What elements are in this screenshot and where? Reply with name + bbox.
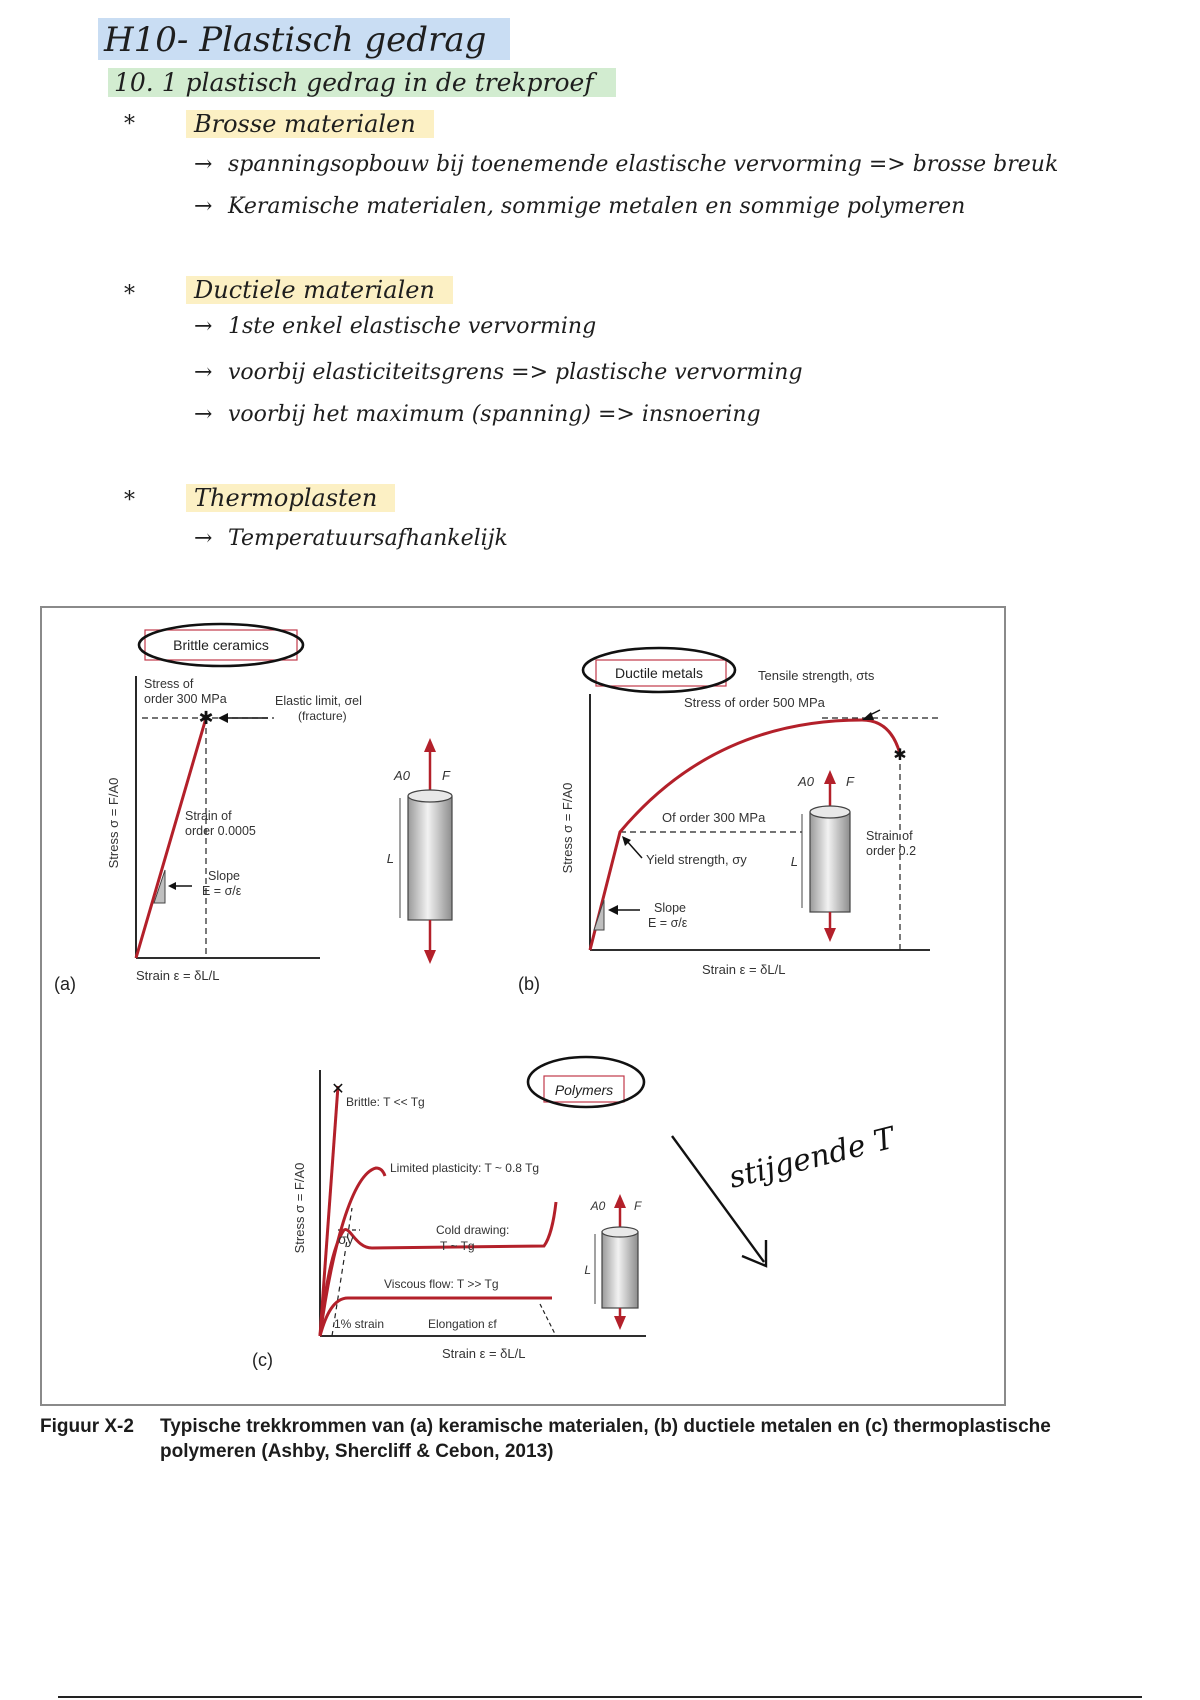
pointer-arrowhead [168,882,176,890]
bullet-item [194,314,596,339]
slope-triangle [594,900,604,930]
strain-note: Strain of [185,809,232,823]
force-label: F [846,774,854,789]
force-arrowhead [824,770,836,784]
panel-label-b: (b) [518,974,540,994]
panel-a [54,624,452,994]
page-title: H10- Plastisch gedrag [98,18,510,60]
strain-note: Strain of [866,829,913,843]
arrowhead-icon [742,1240,766,1266]
section-heading-thermoplastics: Thermoplasten [186,484,395,512]
arrow-icon: → [194,526,213,551]
slope-note: Slope [654,901,686,915]
specimen-cylinder [584,1194,642,1330]
page-divider [58,1696,1142,1698]
slope-note: E = σ/ε [202,884,242,898]
sigma-y-label: σy [338,1231,354,1247]
elongation-note: Elongation εf [428,1317,497,1331]
viscous-flow-note: Viscous flow: T >> Tg [384,1277,499,1291]
force-arrowhead [614,1316,626,1330]
length-label: L [790,854,798,869]
strain-note: order 0.0005 [185,824,256,838]
stress-strain-figure [42,608,1004,1404]
fracture-marker: ✱ [893,747,907,764]
order-300-note: Of order 300 MPa [662,810,766,825]
y-axis-label: Stress σ = F/A0 [106,777,121,869]
section-heading-ductile: Ductiele materialen [186,276,453,304]
handwritten-temperature-note: stijgende T [725,1120,899,1196]
bullet-item [194,194,965,219]
bullet-text: Keramische materialen, sommige metalen en sommige polymeren [228,194,966,219]
cold-drawing-note: T ~ Tg [440,1239,475,1253]
elastic-limit-note: Elastic limit, σel [275,694,362,708]
brittle-curve [136,718,206,958]
boxed-label-ductile-metals: Ductile metals [615,665,703,681]
panel-c [252,1057,900,1370]
force-arrowhead [614,1194,626,1208]
specimen-cylinder [387,738,452,964]
bullet-text: 1ste enkel elastische vervorming [228,314,597,339]
slope-note: E = σ/ε [648,916,688,930]
brittle-note: Brittle: T << Tg [346,1095,425,1109]
cylinder-top [602,1227,638,1237]
tensile-strength-note: Tensile strength, σts [758,668,875,683]
panel-label-a: (a) [54,974,76,994]
section-heading-brittle: Brosse materialen [186,110,434,138]
bullet-item [194,360,803,385]
bullet-text: voorbij het maximum (spanning) => insnoering [228,402,761,427]
cylinder-top [408,790,452,802]
bullet-item [194,402,761,427]
elastic-limit-note: (fracture) [298,709,347,723]
bullet-text: Temperatuursafhankelijk [228,526,508,551]
pointer-arrowhead [608,905,618,915]
star-marker: * [124,488,135,513]
bullet-text: voorbij elasticiteitsgrens => plastische vervorming [228,360,803,385]
cylinder-body [810,812,850,912]
fracture-marker: ✱ [198,708,214,728]
arrow-icon: → [194,402,213,427]
star-marker: * [124,112,135,137]
boxed-label-brittle-ceramics: Brittle ceramics [173,637,269,653]
cold-drawing-note: Cold drawing: [436,1223,510,1237]
arrow-icon: → [194,194,213,219]
x-axis-label: Strain ε = δL/L [442,1346,526,1361]
panel-label-c: (c) [252,1350,273,1370]
brittle-polymer-curve [320,1086,338,1336]
force-label: F [442,768,450,783]
length-label: L [386,851,394,866]
stress-note: Stress of order 500 MPa [684,695,825,710]
area-label: A0 [394,768,410,783]
one-percent-strain-note: 1% strain [334,1317,385,1331]
stress-note: Stress of [144,677,194,691]
area-label: A0 [590,1199,606,1213]
y-axis-label: Stress σ = F/A0 [560,782,575,874]
slope-note: Slope [208,869,240,883]
x-axis-label: Strain ε = δL/L [702,962,786,977]
bullet-item [194,526,508,551]
force-arrowhead [424,738,436,752]
limited-plasticity-note: Limited plasticity: T ~ 0.8 Tg [390,1161,540,1175]
arrow-icon: → [194,360,213,385]
stress-note: order 300 MPa [144,692,227,706]
x-axis-label: Strain ε = δL/L [136,968,220,983]
arrow-icon: → [194,152,213,177]
pointer-line [626,840,642,858]
yield-strength-note: Yield strength, σy [646,852,747,867]
cylinder-body [602,1232,638,1308]
force-arrowhead [424,950,436,964]
boxed-label-polymers: Polymers [554,1082,614,1098]
bullet-item [194,152,1058,177]
figure-frame [40,606,1006,1406]
fracture-marker: ✕ [331,1081,345,1098]
section-subtitle: 10. 1 plastisch gedrag in de trekproef [108,68,616,97]
ductile-curve [590,720,900,950]
star-marker: * [124,282,135,307]
y-axis-label: Stress σ = F/A0 [292,1162,307,1254]
arrow-icon: → [194,314,213,339]
caption-text: Typische trekkrommen van (a) keramische materialen, (b) ductiele metalen en (c) thermoplastische polymeren (Ashby, Shercliff & Cebon, 2013) [160,1416,1051,1462]
cylinder-body [408,796,452,920]
specimen-cylinder [791,770,855,942]
strain-note: order 0.2 [866,844,917,858]
elongation-reference-line [540,1304,556,1336]
caption-label: Figuur X-2 [40,1416,134,1437]
bullet-text: spanningsopbouw bij toenemende elastische vervorming => brosse breuk [228,152,1059,177]
force-label: F [634,1199,642,1213]
area-label: A0 [798,774,814,789]
length-label: L [584,1263,591,1277]
force-arrowhead [824,928,836,942]
panel-b [518,648,940,994]
pointer-arrowhead [218,713,228,723]
cylinder-top [810,806,850,818]
